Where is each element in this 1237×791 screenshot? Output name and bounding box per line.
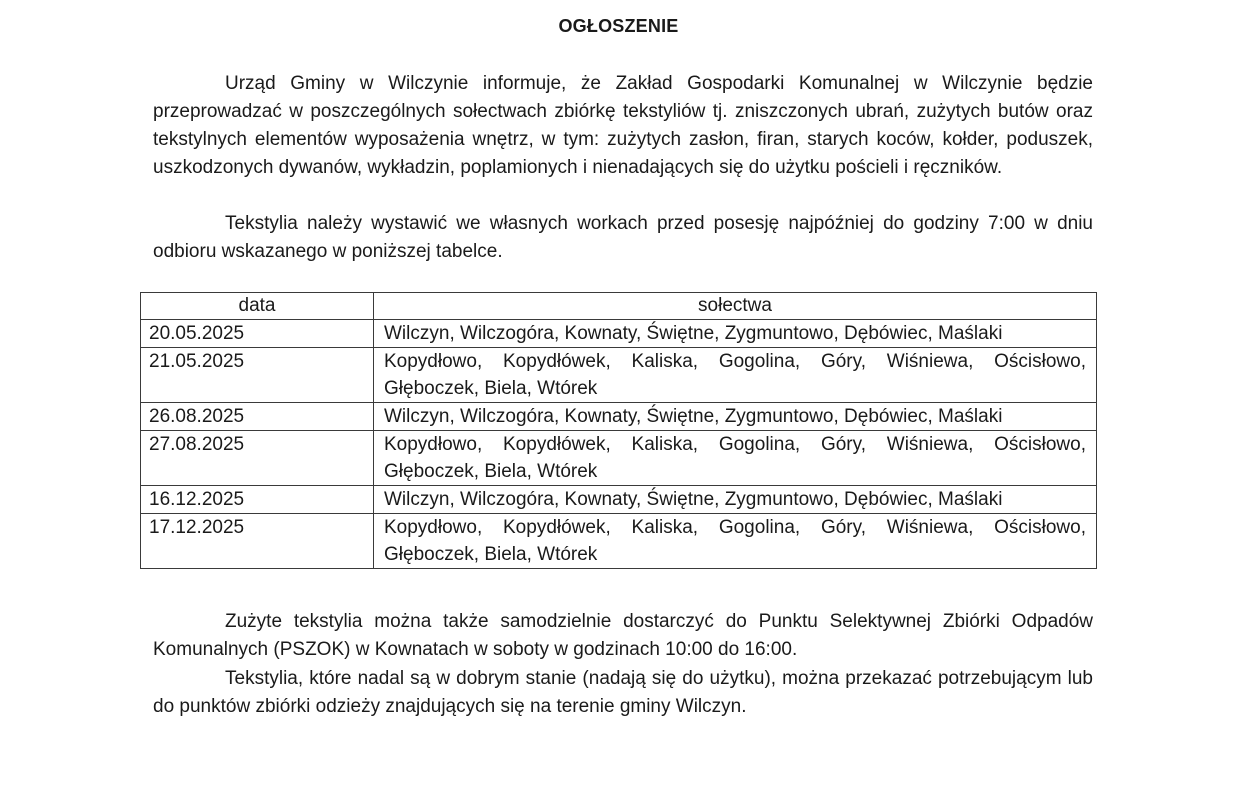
table-row: [141, 486, 1097, 514]
table-row: [141, 431, 1097, 486]
page-title: OGŁOSZENIE: [558, 16, 679, 36]
table-row: [141, 348, 1097, 403]
column-header-villages: sołectwa: [374, 293, 1097, 320]
pszok-paragraph: [153, 608, 1093, 664]
intro-paragraph-text: Urząd Gminy w Wilczynie informuje, że Zakład Gospodarki Komunalnej w Wilczynie będzie przeprowadzać w poszczególnych sołectwach zbiórkę tekstyliów tj. zniszczonych ubrań, zużytych butów oraz tekstylnych elementów wyposażenia wnętrz, w tym: zużytych zasłon, firan, starych koców, kołder, poduszek, uszkodzonych dywanów, wykładzin, poplamionych i nienadających się do użytku pościeli i ręczników.: [153, 73, 1093, 178]
villages-cell: Kopydłowo, Kopydłówek, Kaliska, Gogolina, Góry, Wiśniewa, Ościsłowo, Głęboczek, Biela, Wtórek: [374, 431, 1097, 486]
villages-cell: Kopydłowo, Kopydłówek, Kaliska, Gogolina, Góry, Wiśniewa, Ościsłowo, Głęboczek, Biela, Wtórek: [374, 514, 1097, 569]
pszok-paragraph-text: Zużyte tekstylia można także samodzielnie dostarczyć do Punktu Selektywnej Zbiórki Odpadów Komunalnych (PSZOK) w Kownatach w soboty w godzinach 10:00 do 16:00.: [153, 611, 1093, 660]
date-cell: 21.05.2025: [141, 348, 374, 403]
column-header-date: data: [141, 293, 374, 320]
date-cell: 27.08.2025: [141, 431, 374, 486]
table-row: [141, 514, 1097, 569]
villages-cell: Wilczyn, Wilczogóra, Kownaty, Świętne, Zygmuntowo, Dębówiec, Maślaki: [374, 320, 1097, 348]
table-header-row: [141, 293, 1097, 320]
date-cell: 20.05.2025: [141, 320, 374, 348]
donation-paragraph: [153, 665, 1093, 721]
instructions-paragraph-text: Tekstylia należy wystawić we własnych workach przed posesję najpóźniej do godziny 7:00 w dniu odbioru wskazanego w poniższej tabelce.: [153, 213, 1093, 262]
date-cell: 26.08.2025: [141, 403, 374, 431]
collection-schedule-table: [140, 292, 1097, 569]
villages-cell: Kopydłowo, Kopydłówek, Kaliska, Gogolina, Góry, Wiśniewa, Ościsłowo, Głęboczek, Biela, Wtórek: [374, 348, 1097, 403]
villages-cell: Wilczyn, Wilczogóra, Kownaty, Świętne, Zygmuntowo, Dębówiec, Maślaki: [374, 403, 1097, 431]
date-cell: 16.12.2025: [141, 486, 374, 514]
villages-cell: Wilczyn, Wilczogóra, Kownaty, Świętne, Zygmuntowo, Dębówiec, Maślaki: [374, 486, 1097, 514]
donation-paragraph-text: Tekstylia, które nadal są w dobrym stanie (nadają się do użytku), można przekazać potrzebującym lub do punktów zbiórki odzieży znajdujących się na terenie gminy Wilczyn.: [153, 668, 1093, 717]
table-row: [141, 320, 1097, 348]
instructions-paragraph: [153, 210, 1093, 266]
table-row: [141, 403, 1097, 431]
intro-paragraph: [153, 70, 1093, 182]
date-cell: 17.12.2025: [141, 514, 374, 569]
